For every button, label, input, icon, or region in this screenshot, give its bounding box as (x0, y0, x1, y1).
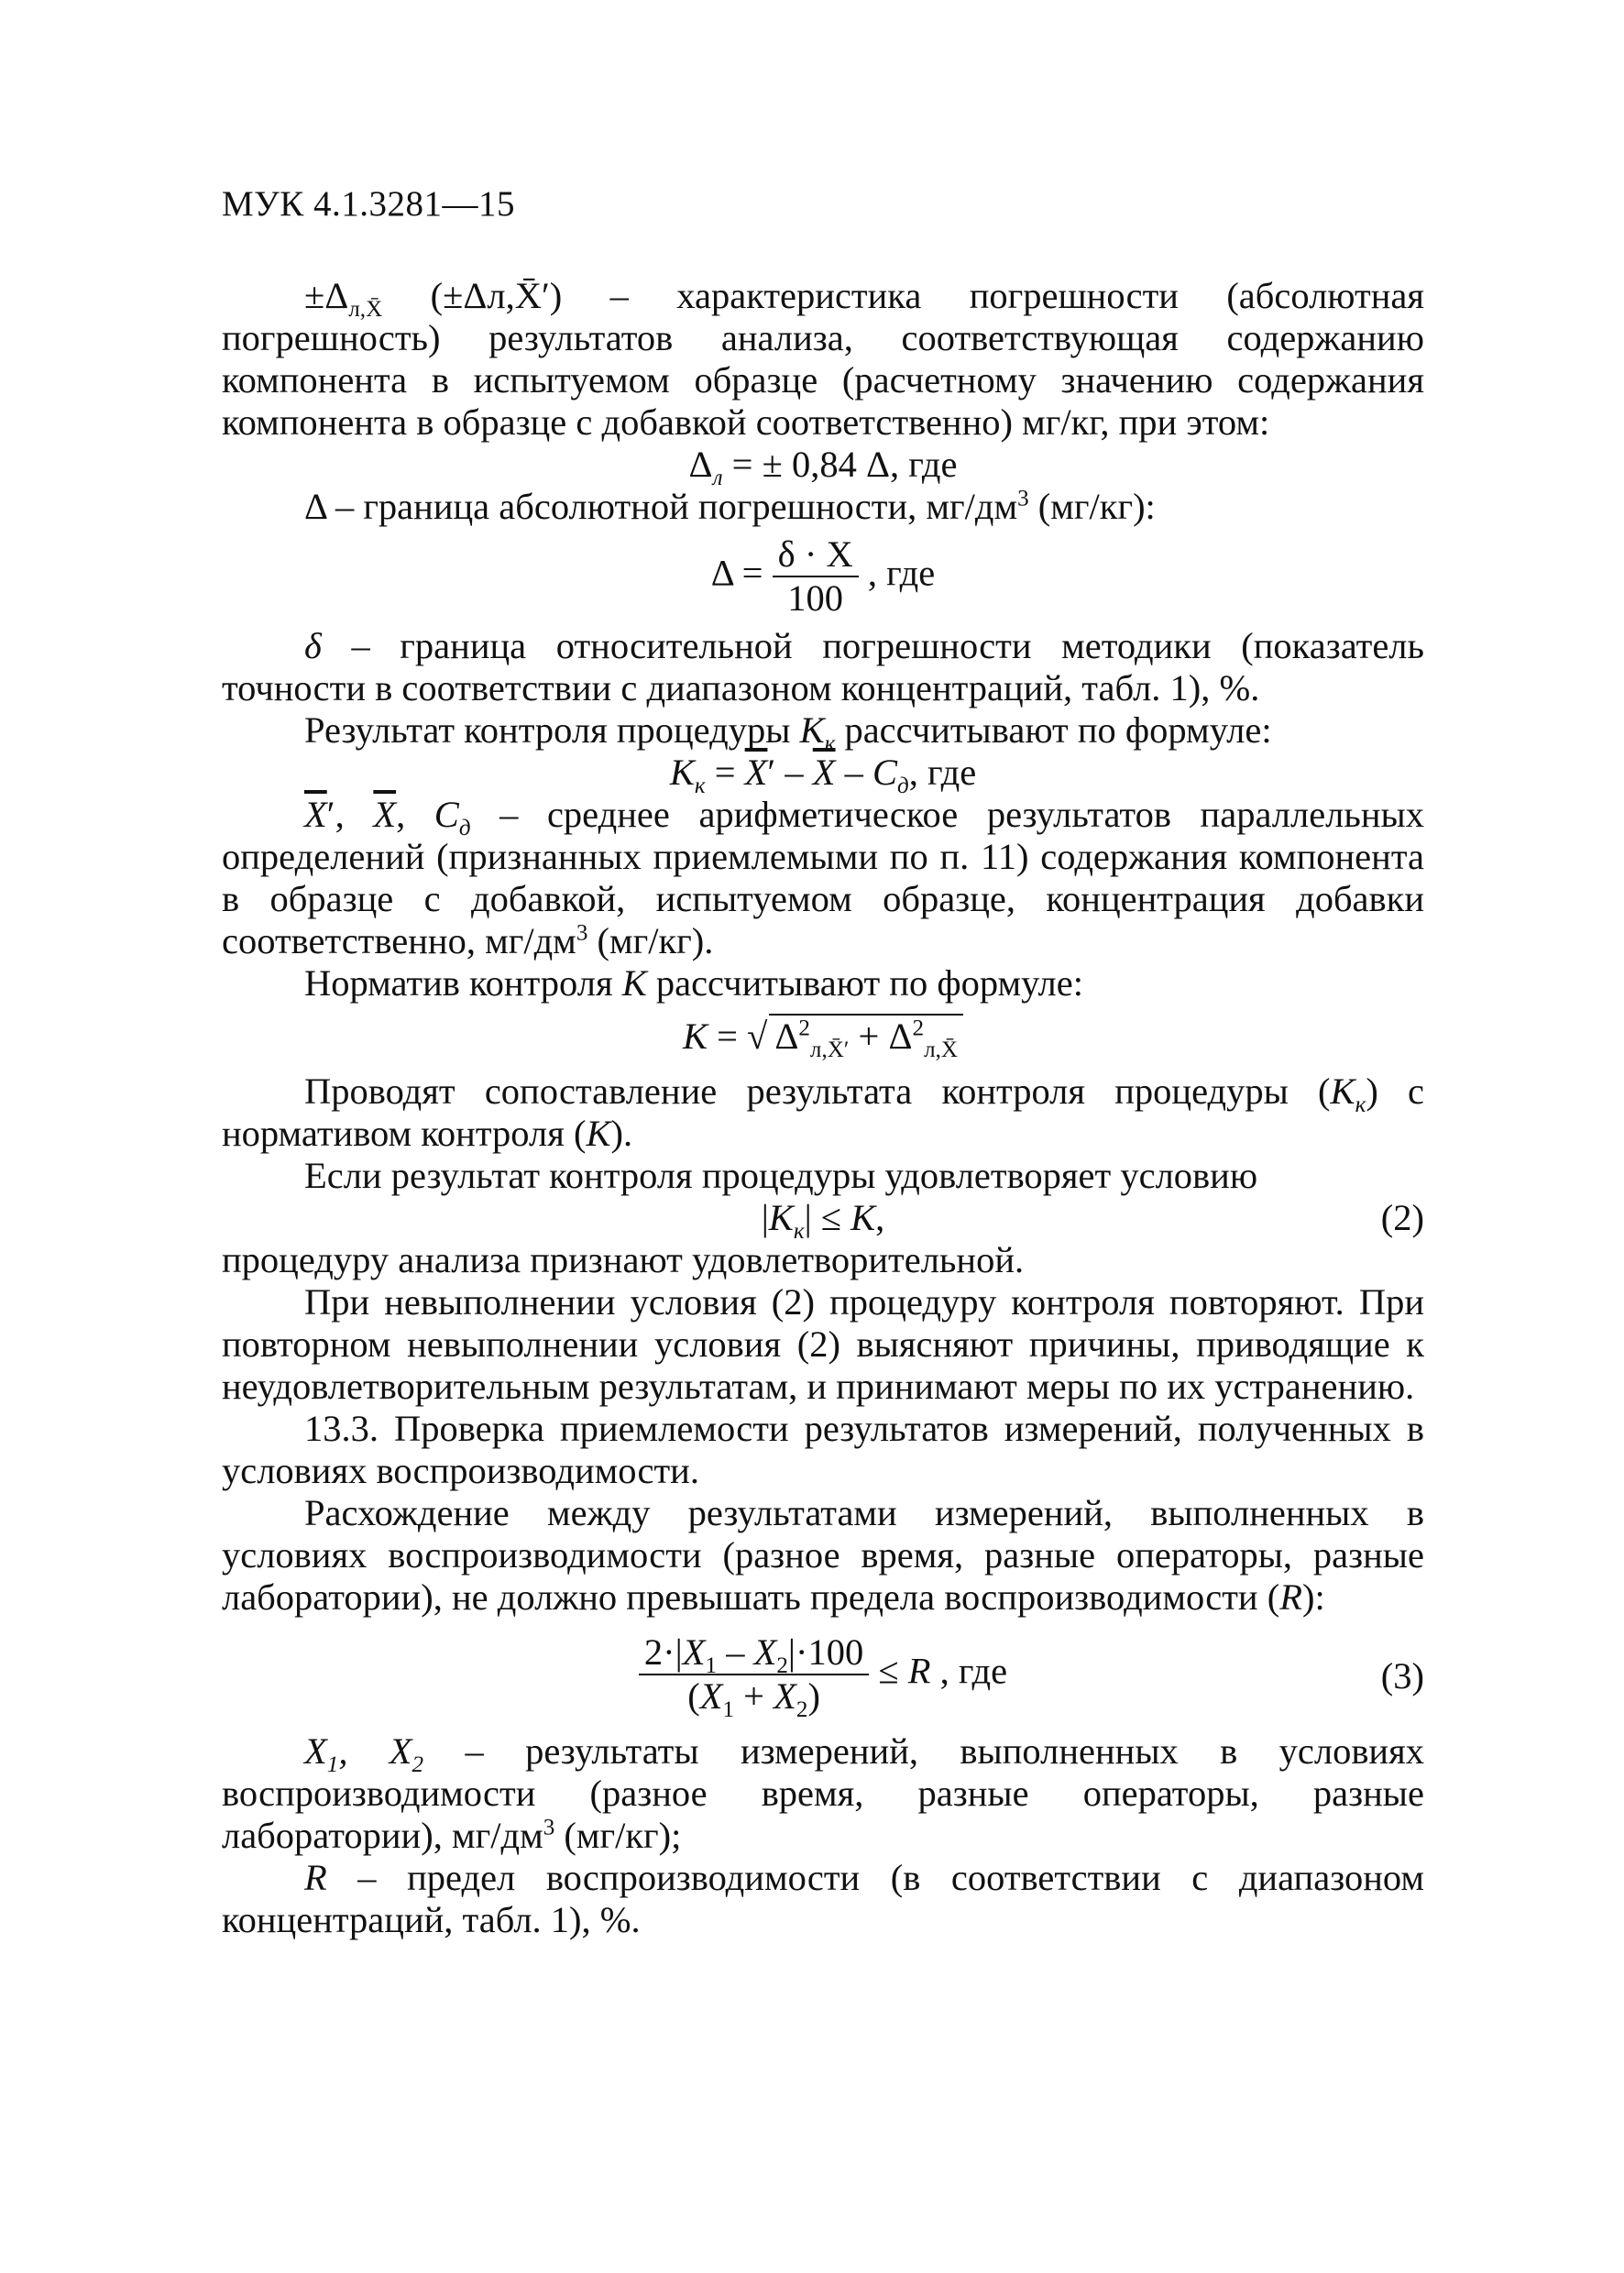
paragraph-x1-x2: $X_1$, $X_2$ – результаты измерений, выполненных в условиях воспроизводимости (разное время, разные операторы, разные лаборатории), $мг/дм^3$ (мг/кг); (222, 1730, 1424, 1856)
paragraph-delta-relative: δ – граница относительной погрешности методики (показатель точности в соответствии с диапазоном концентраций, табл. 1), %. (222, 625, 1424, 708)
equation-k-sqrt: K = √ $\Delta^2_{л,X̄'} + \Delta^2_{л,X̄}$ (222, 1014, 1424, 1058)
equation-2: $|K_к| \le K$, (761, 1197, 885, 1245)
equation-3-number: (3) (1380, 1655, 1424, 1697)
equation-kk: $K_к = \overline{X}' - \overline{X} - C_д$, где (669, 752, 977, 799)
document-header: МУК 4.1.3281—15 (222, 184, 516, 224)
equation-2-number: (2) (1380, 1197, 1424, 1238)
equation-delta-fraction: Δ = $\frac{\delta \cdot X}{100}$ , где (710, 533, 936, 619)
paragraph-section-13-3: 13.3. Проверка приемлемости результатов измерений, полученных в условиях воспроизводимости. (222, 1408, 1424, 1491)
content (222, 275, 1424, 1941)
paragraph-condition: Если результат контроля процедуры удовлетворяет условию (304, 1155, 1258, 1196)
equation-3-row (222, 1624, 1424, 1725)
equation-delta-l: $\Delta_л$ = ± 0,84 Δ, где (688, 444, 958, 491)
equation-3: $\frac{2\cdot|X_1 - X_2|\cdot 100}{(X_1 + X_2)}$ ≤ R , где (222, 1631, 1424, 1718)
paragraph-control-norm: Норматив контроля K рассчитывают по формуле: (304, 962, 1083, 1004)
paragraph-delta-definition: Δ – граница абсолютной погрешности, $мг/дм^3$ (мг/кг): (304, 486, 1156, 527)
equation-2-row (222, 1197, 1424, 1245)
paragraph-control-result: Результат контроля процедуры $K_к$ рассчитывают по формуле: (304, 709, 1272, 757)
paragraph-mean-definitions: $\overline{X}'$, $\overline{X}$, $C_д$ – среднее арифметическое результатов параллельных определений (признанных приемлемыми по п. 11) содержания компонента в образце с добавкой, испытуемом образце, концентрация добавки соответственно, $мг/дм^3$ (мг/кг). (222, 794, 1424, 961)
paragraph-satisfactory: процедуру анализа признают удовлетворительной. (222, 1239, 1025, 1280)
paragraph-comparison: Проводят сопоставление результата контроля процедуры $(K_к)$ с нормативом контроля (K). (222, 1071, 1424, 1154)
paragraph-repeat-control: При невыполнении условия (2) процедуру контроля повторяют. При повторном невыполнении условия (2) выясняют причины, приводящие к неудовлетворительным результатам, и принимают меры по их устранению. (222, 1281, 1424, 1407)
paragraph-r-definition: R – предел воспроизводимости (в соответствии с диапазоном концентраций, табл. 1), %. (222, 1857, 1424, 1940)
paragraph-delta-characteristic: $\pm\Delta_{л,X̄}$ (±Δл,X̄′) – характеристика погрешности (абсолютная погрешность) результатов анализа, соответствующая содержанию компонента в испытуемом образце (расчетному значению содержания компонента в образце с добавкой соответственно) мг/кг, при этом: (222, 275, 1424, 443)
paragraph-discrepancy: Расхождение между результатами измерений, выполненных в условиях воспроизводимости (разное время, разные операторы, разные лаборатории), не должно превышать предела воспроизводимости (R): (222, 1492, 1424, 1618)
